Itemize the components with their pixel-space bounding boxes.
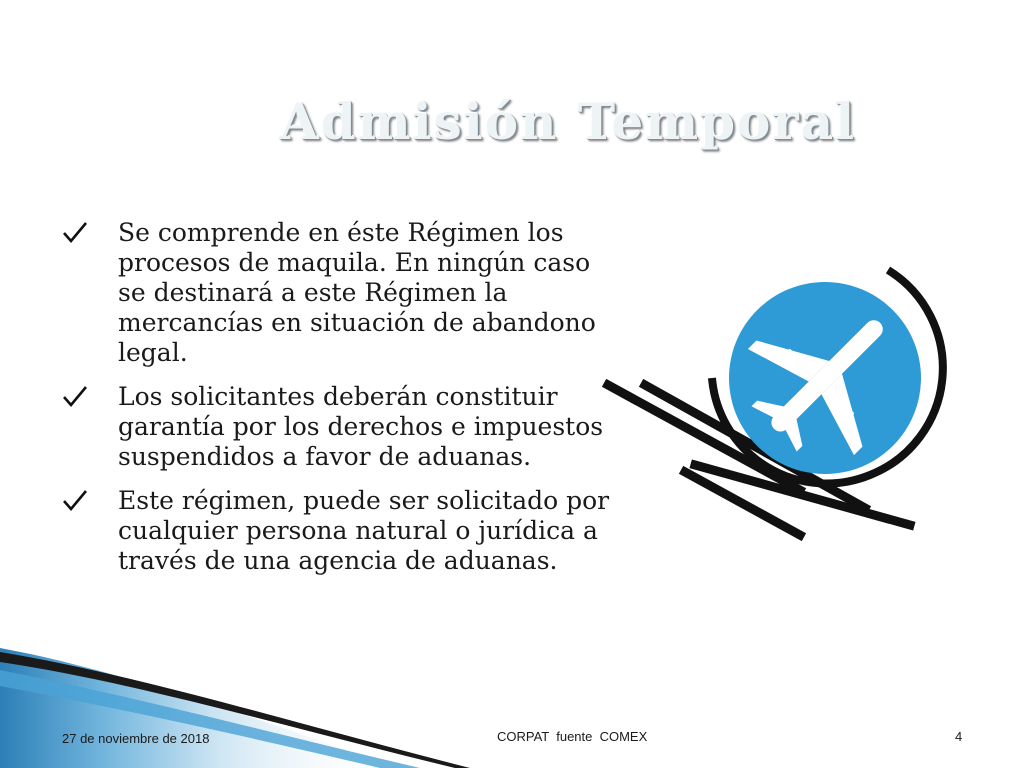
bullet-item [62, 382, 622, 472]
bullet-text: Este régimen, puede ser solicitado por cualquier persona natural o jurídica a través de una agencia de aduanas. [118, 486, 610, 575]
bullet-text: Se comprende en éste Régimen los procesos de maquila. En ningún caso se destinará a este Régimen la mercancías en situación de abandono legal. [118, 218, 596, 367]
decorative-wave [0, 630, 1024, 768]
slide-title: Admisión Temporal [280, 92, 857, 151]
check-icon [62, 220, 88, 244]
check-icon [62, 384, 88, 408]
bullet-item [62, 486, 622, 576]
footer-date: 27 de noviembre de 2018 [62, 731, 210, 746]
footer-source: CORPAT fuente COMEX [497, 729, 648, 744]
page-number: 4 [955, 729, 963, 744]
bullet-item [62, 218, 622, 368]
bullet-text: Los solicitantes deberán constituir garantía por los derechos e impuestos suspendidos a favor de aduanas. [118, 382, 604, 471]
airplane-icon [600, 260, 950, 560]
bullet-list [62, 218, 622, 590]
check-icon [62, 488, 88, 512]
